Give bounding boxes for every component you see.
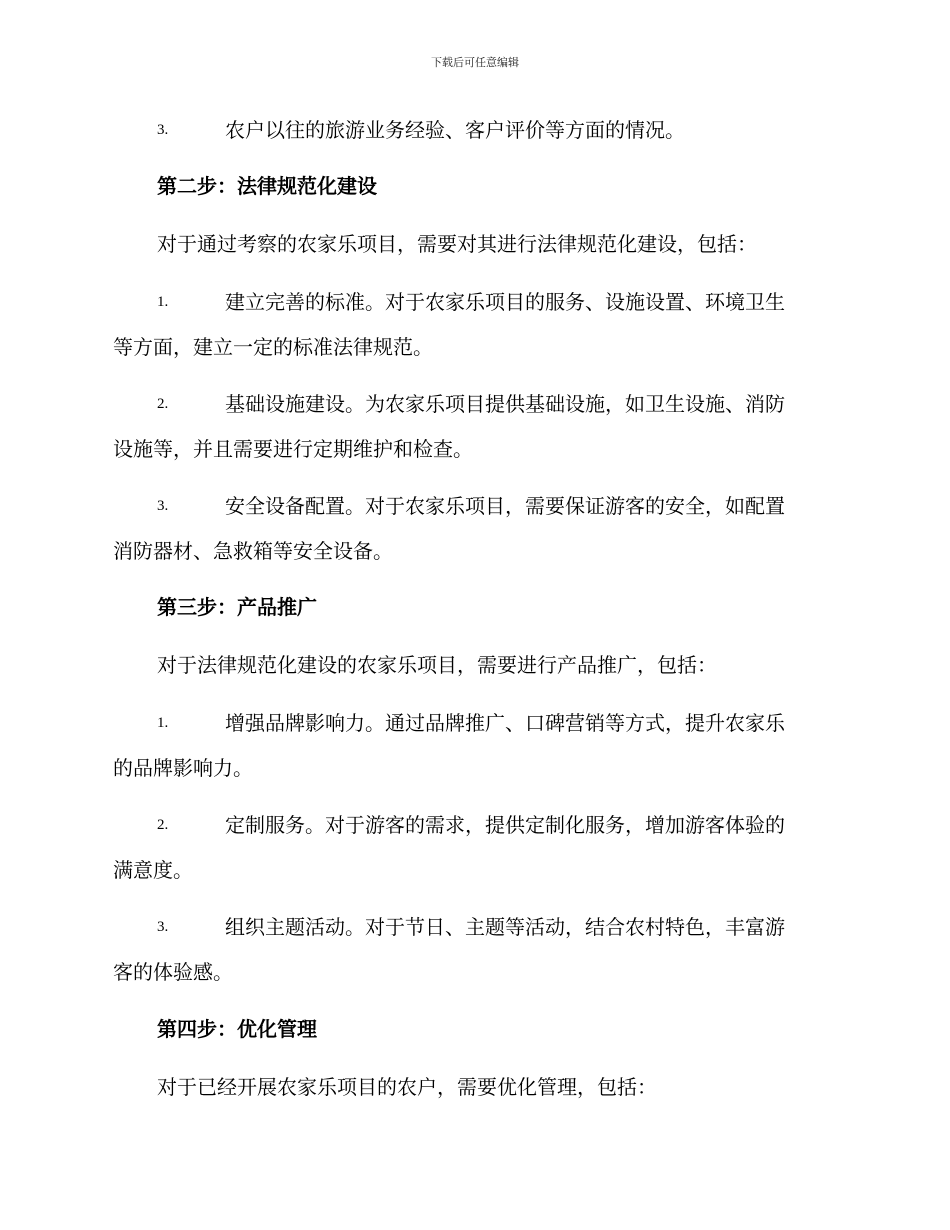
list-item-text-cont: 等方面，建立一定的标准法律规范。 (113, 335, 433, 359)
list-item-text: 定制服务。对于游客的需求，提供定制化服务，增加游客体验的 (225, 813, 785, 837)
list-item-text-cont: 满意度。 (113, 858, 193, 882)
list-item-text-cont: 设施等，并且需要进行定期维护和检查。 (113, 437, 473, 461)
section-heading: 第四步：优化管理 (157, 1017, 317, 1041)
list-item-text-cont: 消防器材、急救箱等安全设备。 (113, 539, 393, 563)
list-item-text: 农户以往的旅游业务经验、客户评价等方面的情况。 (225, 118, 685, 142)
list-number: 3. (157, 498, 169, 514)
list-item-text: 基础设施建设。为农家乐项目提供基础设施，如卫生设施、消防 (225, 392, 785, 416)
list-number: 3. (157, 122, 169, 138)
list-item-text-cont: 客的体验感。 (113, 960, 233, 984)
list-item-text: 建立完善的标准。对于农家乐项目的服务、设施设置、环境卫生 (225, 290, 785, 314)
section-intro: 对于已经开展农家乐项目的农户，需要优化管理，包括： (157, 1075, 657, 1099)
section-heading: 第三步：产品推广 (157, 595, 317, 619)
list-number: 1. (157, 294, 169, 310)
section-heading: 第二步：法律规范化建设 (157, 174, 377, 198)
list-item-text: 组织主题活动。对于节日、主题等活动，结合农村特色，丰富游 (225, 915, 785, 939)
list-item-text: 增强品牌影响力。通过品牌推广、口碑营销等方式，提升农家乐 (225, 711, 785, 735)
list-item-text-cont: 的品牌影响力。 (113, 756, 253, 780)
section-intro: 对于法律规范化建设的农家乐项目，需要进行产品推广，包括： (157, 653, 717, 677)
section-intro: 对于通过考察的农家乐项目，需要对其进行法律规范化建设，包括： (157, 232, 757, 256)
list-number: 1. (157, 715, 169, 731)
page-header: 下载后可任意编辑 (431, 56, 519, 69)
list-number: 3. (157, 919, 169, 935)
list-number: 2. (157, 817, 169, 833)
list-number: 2. (157, 396, 169, 412)
list-item-text: 安全设备配置。对于农家乐项目，需要保证游客的安全，如配置 (225, 494, 785, 518)
